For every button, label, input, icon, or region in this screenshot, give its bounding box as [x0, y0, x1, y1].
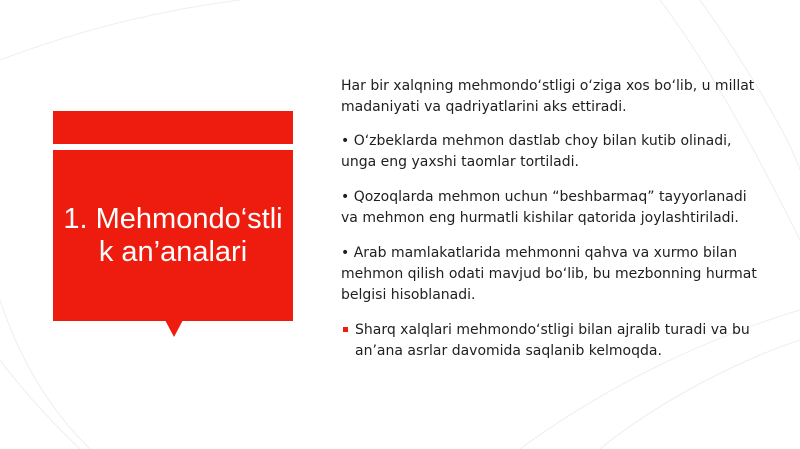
bullet-text: Sharq xalqlari mehmondo‘stligi bilan ajralib turadi va bu an’ana asrlar davomida saqlanib kelmoqda.	[355, 322, 750, 359]
paragraph-arab: • Arab mamlakatlarida mehmonni qahva va xurmo bilan mehmon qilish odati mavjud bo‘lib, bu mezbonning hurmat belgisi hisoblanadi.	[341, 245, 757, 303]
bullet-item	[341, 320, 761, 362]
slide-content	[341, 76, 761, 362]
title-top-bar	[53, 111, 293, 144]
title-box	[53, 150, 293, 321]
square-bullet-icon	[343, 327, 348, 332]
intro-paragraph: Har bir xalqning mehmondo‘stligi o‘ziga xos bo‘lib, u millat madaniyati va qadriyatlarini aks ettiradi.	[341, 78, 755, 115]
title-pointer	[165, 320, 183, 337]
slide-title: 1. Mehmondo‘stlik an’analari	[63, 202, 283, 268]
paragraph-kazakh: • Qozoqlarda mehmon uchun “beshbarmaq” tayyorlanadi va mehmon eng hurmatli kishilar qatorida joylashtiriladi.	[341, 189, 747, 226]
paragraph-uzbek: • O‘zbeklarda mehmon dastlab choy bilan kutib olinadi, unga eng yaxshi taomlar tortiladi.	[341, 133, 732, 170]
